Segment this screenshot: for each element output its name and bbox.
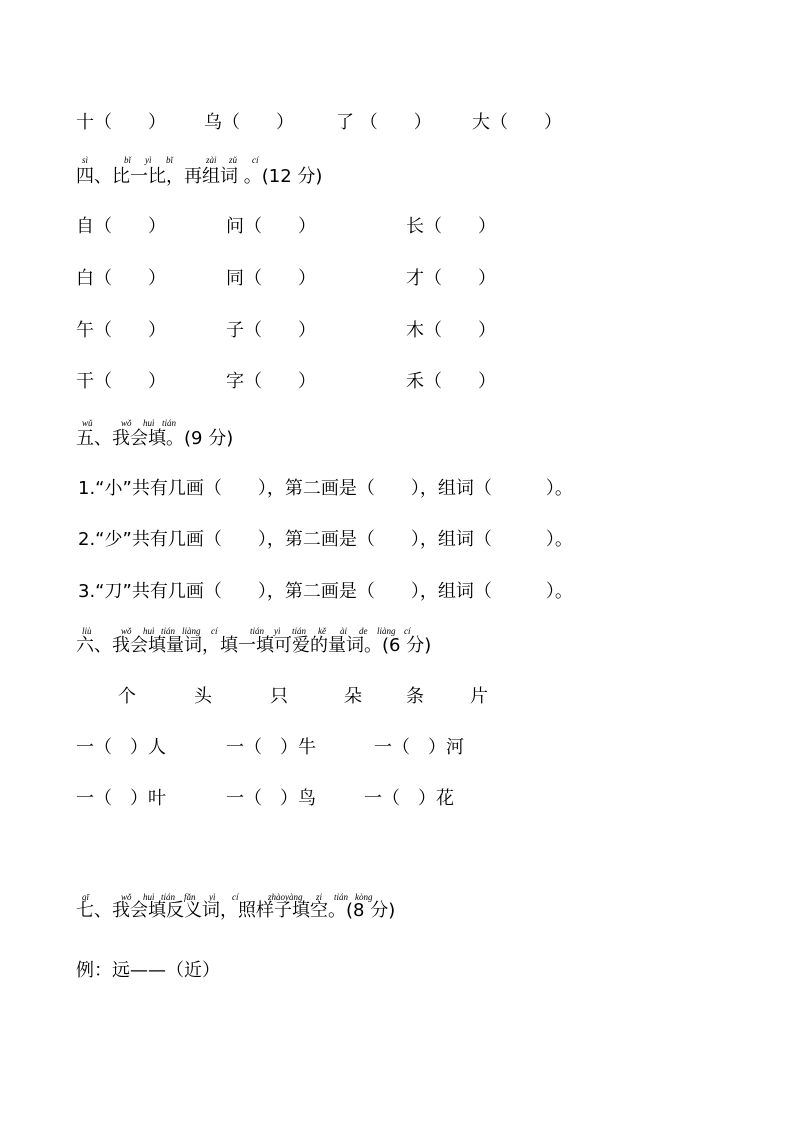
pinyin-annotation: huì <box>143 892 155 902</box>
fill-item: 十（ ） <box>76 112 166 133</box>
section-title: 五、我会填。(9 分) <box>76 428 234 449</box>
pinyin-annotation: liàng <box>377 626 396 636</box>
pinyin-annotation: bǐ <box>124 155 132 165</box>
pinyin-annotation: sì <box>82 155 89 165</box>
pinyin-annotation: cí <box>252 155 259 165</box>
pinyin-annotation: yì <box>145 155 152 165</box>
pinyin-annotation: yì <box>209 892 216 902</box>
pinyin-annotation: qī <box>82 892 90 902</box>
compare-item: 同（ ） <box>226 268 316 289</box>
pinyin-annotation: zǔ <box>229 155 238 165</box>
measure-word: 朵 <box>344 686 362 707</box>
section-title: 七、我会填反义词，照样子填空。(8 分) <box>76 900 396 921</box>
measure-word: 只 <box>270 686 288 707</box>
pinyin-annotation: tián <box>162 418 177 428</box>
section-title: 四、比一比，再组词 。(12 分) <box>76 166 323 187</box>
measure-blank: 一（ ）叶 <box>76 788 166 809</box>
question-item: 3.“刀”共有几画（ ），第二画是（ ），组词（ ）。 <box>78 581 573 602</box>
measure-word: 条 <box>406 686 424 707</box>
pinyin-annotation: yì <box>274 626 281 636</box>
measure-blank: 一（ ）花 <box>364 788 454 809</box>
compare-item: 子（ ） <box>226 320 316 341</box>
compare-item: 木（ ） <box>406 320 496 341</box>
pinyin-annotation: liù <box>82 626 92 636</box>
measure-blank: 一（ ）鸟 <box>226 788 316 809</box>
compare-item: 干（ ） <box>76 371 166 392</box>
pinyin-annotation: ài <box>340 626 348 636</box>
compare-item: 长（ ） <box>406 216 496 237</box>
example-line: 例：远——（近） <box>76 960 220 981</box>
compare-item: 禾（ ） <box>406 371 496 392</box>
compare-item: 白（ ） <box>76 268 166 289</box>
pinyin-annotation: huì <box>143 626 155 636</box>
pinyin-annotation: zi <box>316 892 323 902</box>
pinyin-annotation: tián <box>292 626 307 636</box>
measure-word: 片 <box>470 686 488 707</box>
pinyin-annotation: fǎn <box>184 892 196 902</box>
measure-word: 个 <box>118 686 136 707</box>
pinyin-annotation: tián <box>161 892 176 902</box>
pinyin-annotation: cí <box>404 626 411 636</box>
pinyin-annotation: wǒ <box>121 626 132 636</box>
pinyin-annotation: wǔ <box>82 418 93 428</box>
fill-item: 了 （ ） <box>336 112 432 133</box>
pinyin-annotation: tián <box>334 892 349 902</box>
fill-item: 乌（ ） <box>204 112 294 133</box>
question-item: 1.“小”共有几画（ ），第二画是（ ），组词（ ）。 <box>78 478 573 499</box>
fill-item: 大（ ） <box>472 112 562 133</box>
question-item: 2.“少”共有几画（ ），第二画是（ ），组词（ ）。 <box>78 529 573 550</box>
pinyin-annotation: wǒ <box>121 418 132 428</box>
pinyin-annotation: cí <box>211 626 218 636</box>
measure-blank: 一（ ）人 <box>76 737 166 758</box>
pinyin-annotation: kě <box>318 626 326 636</box>
pinyin-annotation: kòng <box>355 892 373 902</box>
pinyin-annotation: tián <box>161 626 176 636</box>
pinyin-annotation: zhàoyàng <box>268 892 303 902</box>
pinyin-annotation: cí <box>232 892 239 902</box>
compare-item: 自（ ） <box>76 216 166 237</box>
pinyin-annotation: liàng <box>182 626 201 636</box>
measure-blank: 一（ ）牛 <box>226 737 316 758</box>
pinyin-annotation: zài <box>206 155 217 165</box>
pinyin-annotation: huì <box>143 418 155 428</box>
pinyin-annotation: tián <box>250 626 265 636</box>
measure-word: 头 <box>194 686 212 707</box>
compare-item: 字（ ） <box>226 371 316 392</box>
compare-item: 才（ ） <box>406 268 496 289</box>
compare-item: 午（ ） <box>76 320 166 341</box>
pinyin-annotation: de <box>359 626 368 636</box>
compare-item: 问（ ） <box>226 216 316 237</box>
pinyin-annotation: bǐ <box>166 155 174 165</box>
pinyin-annotation: wǒ <box>121 892 132 902</box>
section-title: 六、我会填量词，填一填可爱的量词。(6 分) <box>76 635 432 656</box>
measure-blank: 一（ ）河 <box>374 737 464 758</box>
